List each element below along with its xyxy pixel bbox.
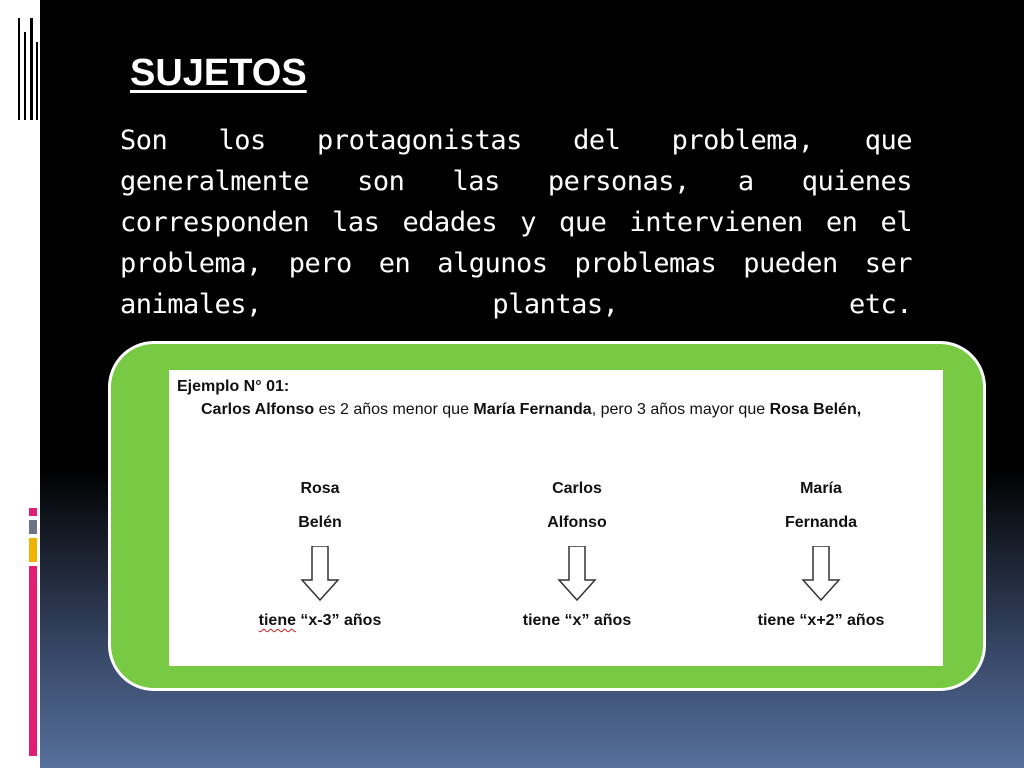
age-expression: tiene “x-3” años	[258, 612, 382, 629]
accent-mark-yellow	[29, 538, 37, 562]
logo-lines-icon	[18, 18, 38, 120]
sentence-fragment: es 2 años menor que	[314, 401, 474, 418]
subject-label: María	[800, 480, 842, 497]
accent-bar-pink	[29, 566, 37, 756]
slide-body-text: Son los protagonistas del problema, que generalmente son las personas, a quienes corresponden las edades y que intervienen en el problema, pero en algunos problemas pueden ser animales, plantas, etc.	[120, 125, 912, 320]
down-arrow-icon	[300, 546, 340, 602]
subject-label: Belén	[298, 514, 342, 531]
subject-name-carlos: Carlos Alfonso	[201, 401, 315, 418]
subject-name-rosa: Rosa Belén,	[769, 401, 862, 418]
subject-column-carlos	[497, 480, 657, 630]
slide-title: SUJETOS	[130, 52, 307, 94]
down-arrow-icon	[801, 546, 841, 602]
example-sentence	[201, 401, 861, 419]
subject-name-maria: María Fernanda	[473, 401, 592, 418]
subject-label: Fernanda	[784, 514, 857, 531]
subject-column-rosa	[240, 480, 400, 630]
sentence-fragment: , pero 3 años mayor que	[591, 401, 770, 418]
subject-label: Rosa	[300, 480, 340, 497]
subject-label: Carlos	[552, 480, 602, 497]
example-title: Ejemplo N° 01:	[177, 378, 290, 395]
subject-label: Alfonso	[547, 514, 607, 531]
left-decorative-strip	[0, 0, 40, 768]
subject-column-maria	[741, 480, 901, 630]
age-expression: tiene “x” años	[522, 612, 632, 629]
example-card	[169, 370, 943, 666]
age-expression: tiene “x+2” años	[757, 612, 885, 629]
accent-mark-gray	[29, 520, 37, 534]
accent-mark-pink	[29, 508, 37, 516]
down-arrow-icon	[557, 546, 597, 602]
